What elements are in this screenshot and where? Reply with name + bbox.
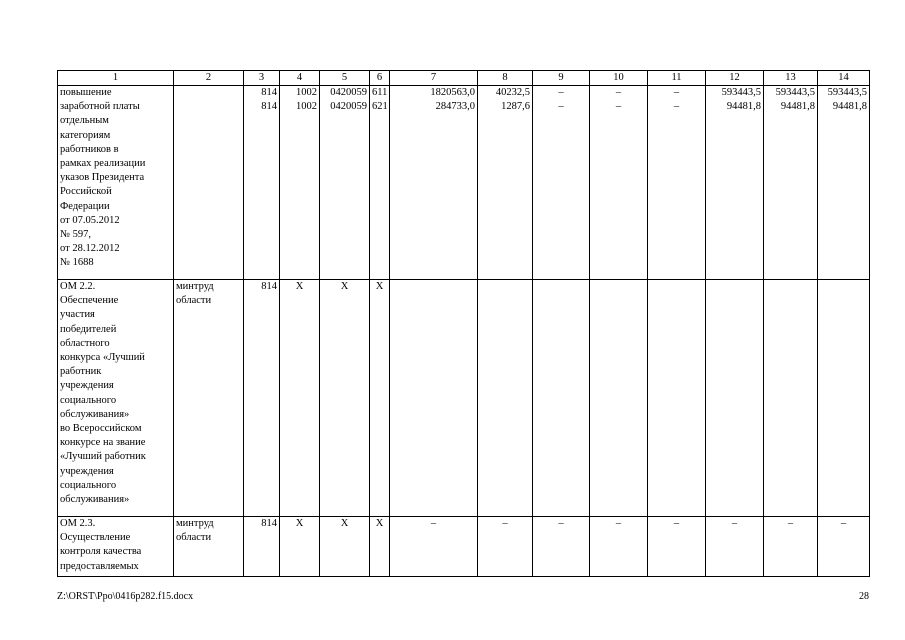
target-article-cell: Х [320, 280, 370, 517]
budget-table [57, 70, 870, 577]
header-cell: 5 [320, 71, 370, 86]
executor-cell: минтруд области [174, 280, 244, 517]
activity-name-cell: ОМ 2.3. Осуществление контроля качества предоставляемых [58, 517, 174, 577]
executor-cell: минтруд области [174, 517, 244, 577]
header-cell: 4 [280, 71, 320, 86]
executor-cell [174, 86, 244, 280]
grbs-code-cell: 814 814 [244, 86, 280, 280]
grbs-code-cell: 814 [244, 280, 280, 517]
header-cell: 11 [648, 71, 706, 86]
value-cell: – [648, 517, 706, 577]
value-cell: 1820563,0 284733,0 [390, 86, 478, 280]
section-code-cell: 1002 1002 [280, 86, 320, 280]
value-cell: – – [590, 86, 648, 280]
target-article-cell: 0420059 0420059 [320, 86, 370, 280]
value-cell: 593443,5 94481,8 [706, 86, 764, 280]
value-cell [648, 280, 706, 517]
value-cell: – [818, 517, 870, 577]
value-cell [390, 280, 478, 517]
activity-name-cell: повышение заработной платы отдельным категориям работников в рамках реализации указов Президента Российской Федерации от 07.05.2012 № 597, от 28.12.2012 № 1688 [58, 86, 174, 280]
value-cell [478, 280, 533, 517]
value-cell [764, 280, 818, 517]
header-cell: 12 [706, 71, 764, 86]
table-row [58, 517, 870, 577]
header-cell: 13 [764, 71, 818, 86]
header-cell: 9 [533, 71, 590, 86]
value-cell: 40232,5 1287,6 [478, 86, 533, 280]
header-cell: 3 [244, 71, 280, 86]
value-cell: – [764, 517, 818, 577]
header-cell: 7 [390, 71, 478, 86]
expense-type-cell: Х [370, 517, 390, 577]
header-cell: 10 [590, 71, 648, 86]
value-cell: 593443,5 94481,8 [764, 86, 818, 280]
header-cell: 8 [478, 71, 533, 86]
value-cell [590, 280, 648, 517]
expense-type-cell: Х [370, 280, 390, 517]
value-cell: – [533, 517, 590, 577]
table-row [58, 280, 870, 517]
expense-type-cell: 611 621 [370, 86, 390, 280]
section-code-cell: Х [280, 280, 320, 517]
header-cell: 1 [58, 71, 174, 86]
section-code-cell: Х [280, 517, 320, 577]
value-cell: – – [533, 86, 590, 280]
page-number: 28 [859, 591, 869, 602]
header-cell: 2 [174, 71, 244, 86]
value-cell [818, 280, 870, 517]
header-cell: 6 [370, 71, 390, 86]
grbs-code-cell: 814 [244, 517, 280, 577]
file-path-footer: Z:\ORST\Ppo\0416p282.f15.docx [57, 591, 194, 602]
target-article-cell: Х [320, 517, 370, 577]
value-cell: – [590, 517, 648, 577]
column-number-row [58, 71, 870, 86]
value-cell: 593443,5 94481,8 [818, 86, 870, 280]
value-cell [533, 280, 590, 517]
value-cell: – [478, 517, 533, 577]
header-cell: 14 [818, 71, 870, 86]
table-row [58, 86, 870, 280]
value-cell [706, 280, 764, 517]
value-cell: – – [648, 86, 706, 280]
value-cell: – [390, 517, 478, 577]
activity-name-cell: ОМ 2.2. Обеспечение участия победителей областного конкурса «Лучший работник учреждения социального обслуживания» во Всероссийском конкурсе на звание «Лучший работник учреждения социального обслуживания» [58, 280, 174, 517]
value-cell: – [706, 517, 764, 577]
